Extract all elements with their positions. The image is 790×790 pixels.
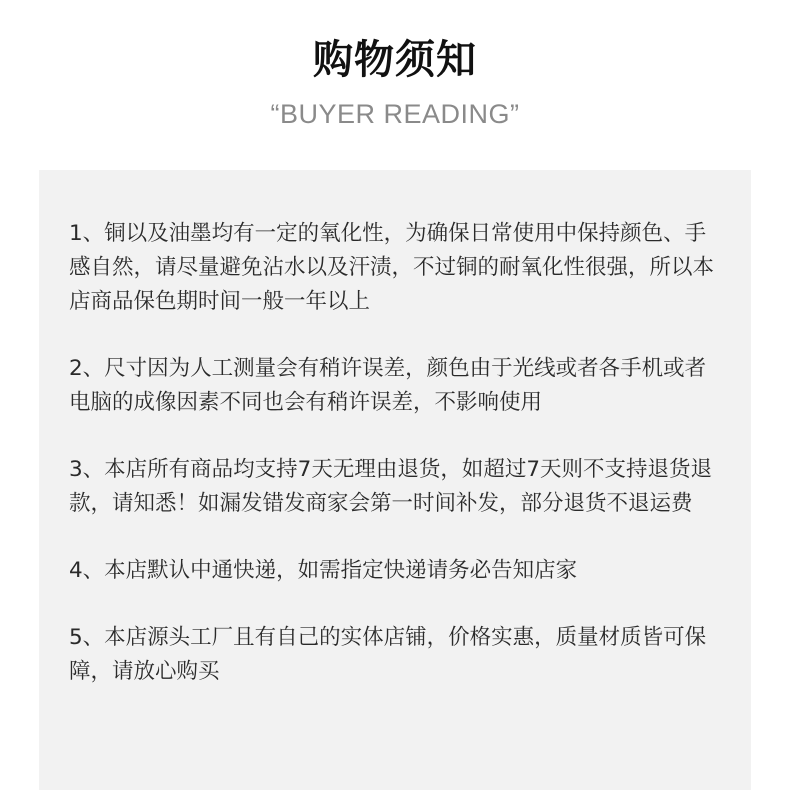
page-header (0, 28, 790, 132)
page-subtitle: “BUYER READING” (270, 99, 520, 129)
notice-item-4: 4、本店默认中通快递，如需指定快递请务必告知店家 (69, 558, 578, 583)
notice-panel (39, 170, 751, 790)
notice-item-2: 2、尺寸因为人工测量会有稍许误差，颜色由于光线或者各手机或者电脑的成像因素不同也会有稍许误差，不影响使用 (69, 356, 707, 415)
notice-item-3: 3、本店所有商品均支持7天无理由退货，如超过7天则不支持退货退款，请知悉！如漏发错发商家会第一时间补发，部分退货不退运费 (69, 457, 713, 516)
notice-item-1: 1、铜以及油墨均有一定的氧化性，为确保日常使用中保持颜色、手感自然，请尽量避免沾水以及汗渍，不过铜的耐氧化性很强，所以本店商品保色期时间一般一年以上 (69, 221, 715, 314)
notice-item-5: 5、本店源头工厂且有自己的实体店铺，价格实惠，质量材质皆可保障，请放心购买 (69, 625, 707, 684)
page-title: 购物须知 (313, 37, 477, 83)
